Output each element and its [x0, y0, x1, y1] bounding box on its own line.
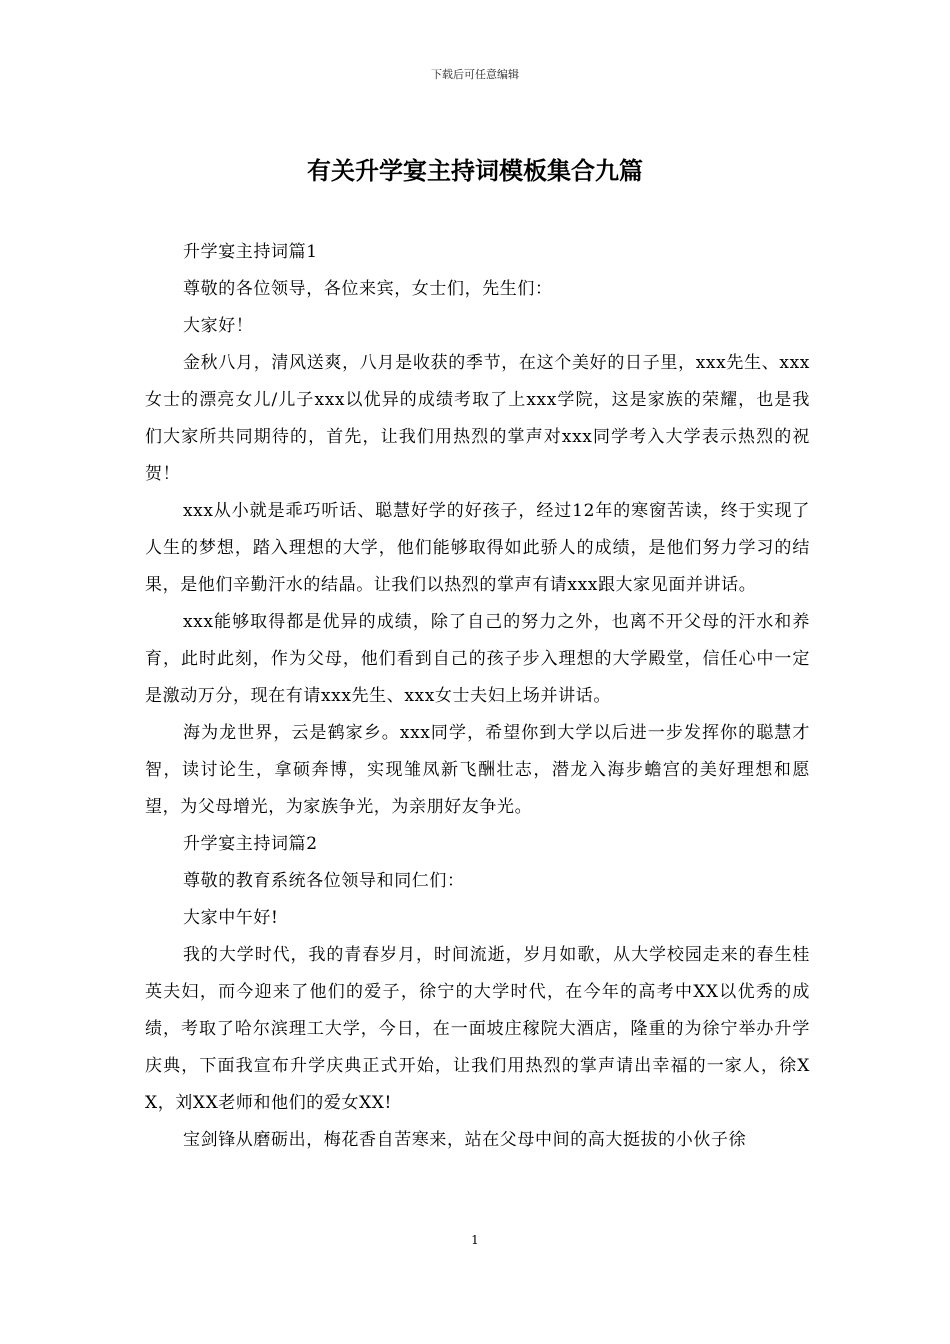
section-heading-2: 升学宴主持词篇2 [183, 834, 318, 854]
section-heading-1: 升学宴主持词篇1 [183, 242, 318, 262]
body-paragraph: 我的大学时代，我的青春岁月，时间流逝，岁月如歌，从大学校园走来的春生桂英夫妇，而今迎来了他们的爱子，徐宁的大学时代，在今年的高考中XX以优秀的成绩，考取了哈尔滨理工大学，今日，在一面坡庄稼院大酒店，隆重的为徐宁举办升学庆典，下面我宣布升学庆典正式开始，让我们用热烈的掌声请出幸福的一家人，徐XX，刘XX老师和他们的爱女XX! [145, 945, 810, 1113]
body-paragraph: 海为龙世界，云是鹤家乡。xxx同学，希望你到大学以后进一步发挥你的聪慧才智，读讨论生，拿硕奔博，实现雏凤新飞酬壮志，潜龙入海步蟾宫的美好理想和愿望，为父母增光，为家族争光，为亲朋好友争光。 [145, 723, 810, 817]
body-paragraph: xxx能够取得都是优异的成绩，除了自己的努力之外，也离不开父母的汗水和养育，此时此刻，作为父母，他们看到自己的孩子步入理想的大学殿堂，信任心中一定是激动万分，现在有请xxx先生、xxx女士夫妇上场并讲话。 [145, 612, 810, 706]
greeting-paragraph: 大家中午好! [183, 908, 279, 928]
document-body [145, 234, 810, 1159]
salutation-paragraph: 尊敬的各位领导，各位来宾，女士们，先生们： [183, 279, 553, 299]
body-paragraph: 宝剑锋从磨砺出，梅花香自苦寒来，站在父母中间的高大挺拔的小伙子徐 [183, 1130, 747, 1150]
salutation-paragraph: 尊敬的教育系统各位领导和同仁们： [183, 871, 465, 891]
greeting-paragraph: 大家好！ [183, 316, 254, 336]
document-title: 有关升学宴主持词模板集合九篇 [307, 156, 643, 185]
page-number: 1 [471, 1233, 479, 1247]
body-paragraph: 金秋八月，清风送爽，八月是收获的季节，在这个美好的日子里，xxx先生、xxx女士的漂亮女儿/儿子xxx以优异的成绩考取了上xxx学院，这是家族的荣耀，也是我们大家所共同期待的，首先，让我们用热烈的掌声对xxx同学考入大学表示热烈的祝贺！ [145, 353, 810, 484]
header-note: 下载后可任意编辑 [431, 68, 519, 81]
body-paragraph: xxx从小就是乖巧听话、聪慧好学的好孩子，经过12年的寒窗苦读，终于实现了人生的梦想，踏入理想的大学，他们能够取得如此骄人的成绩，是他们努力学习的结果，是他们辛勤汗水的结晶。让我们以热烈的掌声有请xxx跟大家见面并讲话。 [145, 501, 810, 595]
